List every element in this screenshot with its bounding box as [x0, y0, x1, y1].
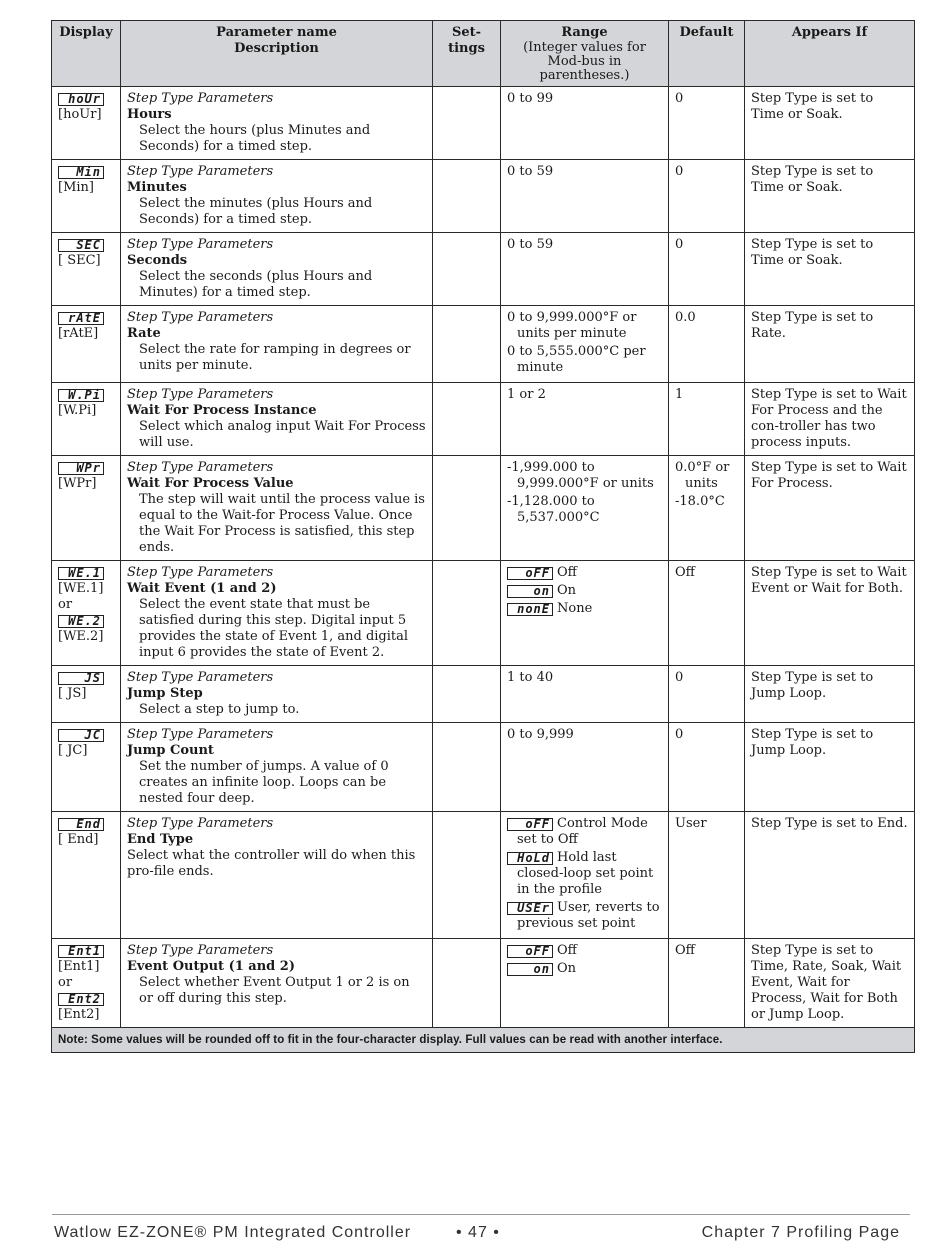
or-label: or: [58, 975, 73, 990]
parameter-description: Select a step to jump to.: [139, 702, 300, 717]
parameter-name: Jump Step: [127, 686, 203, 701]
range-option: [507, 816, 662, 848]
appears-if-cell: Step Type is set to Wait Event or Wait for Both.: [745, 561, 915, 666]
display-cell: [52, 233, 121, 306]
settings-cell: [433, 87, 501, 160]
parameter-description: Select which analog input Wait For Process will use.: [139, 419, 426, 450]
parameter-cell: [121, 306, 433, 383]
range-value: -1,128.000 to 5,537.000°C: [507, 494, 600, 525]
parameter-category: Step Type Parameters: [127, 565, 274, 580]
default-cell: [669, 456, 745, 561]
parameter-category: Step Type Parameters: [127, 387, 274, 402]
default-cell: [669, 306, 745, 383]
option-label: On: [557, 583, 577, 598]
modbus-code: [ JS]: [58, 686, 87, 701]
display-cell: [52, 383, 121, 456]
range-option: [507, 850, 662, 898]
range-value: -1,999.000 to 9,999.000°F or units: [507, 460, 654, 491]
lcd-display: hoUr: [58, 93, 104, 106]
parameter-cell: [121, 233, 433, 306]
header-settings: Set- tings: [433, 21, 501, 87]
parameter-description: Set the number of jumps. A value of 0 creates an infinite loop. Loops can be nested four deep.: [139, 759, 389, 806]
lcd-display: rAtE: [58, 312, 104, 325]
display-cell: [52, 306, 121, 383]
default-cell: [669, 87, 745, 160]
option-label: Off: [557, 943, 577, 958]
settings-cell: [433, 561, 501, 666]
default-cell: [669, 939, 745, 1028]
default-cell: [669, 383, 745, 456]
settings-cell: [433, 383, 501, 456]
default-cell: [669, 723, 745, 812]
table-row: [52, 723, 915, 812]
table-row: [52, 87, 915, 160]
default-value: User: [675, 816, 707, 831]
parameter-description: Select what the controller will do when this pro-file ends.: [127, 848, 416, 879]
parameter-cell: [121, 939, 433, 1028]
default-value: Off: [675, 943, 695, 958]
range-cell: [501, 939, 669, 1028]
display-cell: [52, 456, 121, 561]
range-value: 0 to 9,999: [507, 727, 574, 742]
parameter-description: Select whether Event Output 1 or 2 is on or off during this step.: [139, 975, 410, 1006]
range-cell: [501, 160, 669, 233]
table-row: [52, 939, 915, 1028]
parameter-cell: [121, 160, 433, 233]
parameter-description: Select the event state that must be satisfied during this step. Digital input 5 provides the state of Event 1, and digital input 6 provides the state of Event 2.: [139, 597, 409, 660]
footer-page-number: • 47 •: [456, 1224, 500, 1241]
default-value: 0.0: [675, 310, 696, 325]
default-cell: [669, 160, 745, 233]
modbus-code: [WPr]: [58, 476, 97, 491]
parameter-name: Wait For Process Value: [127, 476, 294, 491]
parameter-cell: [121, 561, 433, 666]
table-row: [52, 383, 915, 456]
modbus-code: [rAtE]: [58, 326, 99, 341]
table-row: [52, 561, 915, 666]
header-parameter: Parameter name Description: [121, 21, 433, 87]
table-row: [52, 233, 915, 306]
appears-if-cell: Step Type is set to Time or Soak.: [745, 233, 915, 306]
parameter-category: Step Type Parameters: [127, 310, 274, 325]
range-cell: [501, 87, 669, 160]
display-cell: [52, 561, 121, 666]
table-note: Note: Some values will be rounded off to fit in the four-character display. Full values can be read with another interface.: [52, 1028, 915, 1053]
appears-if-cell: Step Type is set to Jump Loop.: [745, 723, 915, 812]
parameter-cell: [121, 723, 433, 812]
range-option: [507, 565, 662, 581]
range-value: 0 to 59: [507, 237, 554, 252]
option-label: User, reverts to previous set point: [517, 900, 660, 931]
range-option: [507, 961, 662, 977]
lcd-option: nonE: [507, 603, 553, 616]
parameter-category: Step Type Parameters: [127, 727, 274, 742]
display-cell: [52, 160, 121, 233]
settings-cell: [433, 233, 501, 306]
header-default: Default: [669, 21, 745, 87]
table-header-row: [52, 21, 915, 87]
footer-rule: [52, 1214, 910, 1215]
lcd-option: oFF: [507, 567, 553, 580]
lcd-option: on: [507, 585, 553, 598]
table-row: [52, 812, 915, 939]
range-cell: [501, 723, 669, 812]
table-row: [52, 160, 915, 233]
appears-if-cell: Step Type is set to Time or Soak.: [745, 87, 915, 160]
modbus-code: [hoUr]: [58, 107, 102, 122]
default-cell: [669, 561, 745, 666]
table-row: [52, 666, 915, 723]
default-cell: [669, 666, 745, 723]
parameter-name: Rate: [127, 326, 161, 341]
lcd-display: Ent2: [58, 993, 104, 1006]
settings-cell: [433, 723, 501, 812]
footer-chapter-title: Chapter 7 Profiling Page: [701, 1224, 900, 1241]
display-cell: [52, 939, 121, 1028]
parameter-name: Wait For Process Instance: [127, 403, 317, 418]
parameter-name: End Type: [127, 832, 194, 847]
header-appears-if: Appears If: [745, 21, 915, 87]
default-value: 0: [675, 237, 684, 252]
modbus-code: [WE.1]: [58, 581, 104, 596]
lcd-option: USEr: [507, 902, 553, 915]
range-value: 0 to 99: [507, 91, 554, 106]
modbus-code: [Min]: [58, 180, 94, 195]
appears-if-cell: Step Type is set to Rate.: [745, 306, 915, 383]
modbus-code: [Ent1]: [58, 959, 100, 974]
parameter-table: [51, 20, 915, 1053]
range-option: [507, 583, 662, 599]
lcd-display: WPr: [58, 462, 104, 475]
option-label: On: [557, 961, 577, 976]
parameter-description: Select the rate for ramping in degrees or units per minute.: [139, 342, 411, 373]
parameter-category: Step Type Parameters: [127, 164, 274, 179]
parameter-cell: [121, 456, 433, 561]
parameter-category: Step Type Parameters: [127, 91, 274, 106]
option-label: Control Mode set to Off: [517, 816, 648, 847]
display-cell: [52, 723, 121, 812]
parameter-cell: [121, 87, 433, 160]
table-note-row: [52, 1028, 915, 1053]
range-cell: [501, 812, 669, 939]
parameter-cell: [121, 383, 433, 456]
parameter-category: Step Type Parameters: [127, 237, 274, 252]
lcd-display: Ent1: [58, 945, 104, 958]
range-cell: [501, 233, 669, 306]
range-value: 1 to 40: [507, 670, 554, 685]
table-row: [52, 306, 915, 383]
range-option: [507, 601, 662, 617]
range-value: 1 or 2: [507, 387, 546, 402]
lcd-display: WE.1: [58, 567, 104, 580]
parameter-description: Select the minutes (plus Hours and Seconds) for a timed step.: [139, 196, 373, 227]
parameter-cell: [121, 812, 433, 939]
settings-cell: [433, 456, 501, 561]
modbus-code: [WE.2]: [58, 629, 104, 644]
parameter-name: Wait Event (1 and 2): [127, 581, 277, 596]
parameter-description: Select the seconds (plus Hours and Minutes) for a timed step.: [139, 269, 373, 300]
lcd-display: JS: [58, 672, 104, 685]
default-cell: [669, 233, 745, 306]
option-label: Off: [557, 565, 577, 580]
range-option: [507, 900, 662, 932]
or-label: or: [58, 597, 73, 612]
parameter-category: Step Type Parameters: [127, 670, 274, 685]
modbus-code: [W.Pi]: [58, 403, 97, 418]
table-row: [52, 456, 915, 561]
footer-product-title: Watlow EZ-ZONE® PM Integrated Controller: [54, 1224, 412, 1241]
parameter-name: Minutes: [127, 180, 187, 195]
lcd-display: W.Pi: [58, 389, 104, 402]
display-cell: [52, 87, 121, 160]
display-cell: [52, 666, 121, 723]
range-value: 0 to 5,555.000°C per minute: [507, 344, 646, 375]
lcd-display: Min: [58, 166, 104, 179]
modbus-code: [ SEC]: [58, 253, 101, 268]
parameter-name: Hours: [127, 107, 172, 122]
lcd-option: HoLd: [507, 852, 553, 865]
display-cell: [52, 812, 121, 939]
settings-cell: [433, 306, 501, 383]
appears-if-cell: Step Type is set to Wait For Process and the con-troller has two process inputs.: [745, 383, 915, 456]
settings-cell: [433, 812, 501, 939]
default-value: 1: [675, 387, 684, 402]
parameter-description: The step will wait until the process value is equal to the Wait-for Process Value. Once the Wait For Process is satisfied, this step ends.: [139, 492, 425, 555]
modbus-code: [Ent2]: [58, 1007, 100, 1022]
lcd-display: End: [58, 818, 104, 831]
default-value: 0: [675, 164, 684, 179]
default-value: -18.0°C: [675, 494, 725, 509]
header-display: Display: [52, 21, 121, 87]
parameter-cell: [121, 666, 433, 723]
lcd-option: oFF: [507, 945, 553, 958]
default-value: 0.0°F or units: [675, 460, 730, 491]
appears-if-cell: Step Type is set to Jump Loop.: [745, 666, 915, 723]
table-body: [52, 87, 915, 1028]
appears-if-cell: Step Type is set to Time, Rate, Soak, Wait Event, Wait for Process, Wait for Both or Jump Loop.: [745, 939, 915, 1028]
default-value: 0: [675, 727, 684, 742]
parameter-description: Select the hours (plus Minutes and Seconds) for a timed step.: [139, 123, 371, 154]
lcd-display: SEC: [58, 239, 104, 252]
parameter-category: Step Type Parameters: [127, 943, 274, 958]
appears-if-cell: Step Type is set to Time or Soak.: [745, 160, 915, 233]
option-label: Hold last closed-loop set point in the profile: [517, 850, 654, 897]
lcd-option: oFF: [507, 818, 553, 831]
range-cell: [501, 456, 669, 561]
lcd-option: on: [507, 963, 553, 976]
appears-if-cell: Step Type is set to Wait For Process.: [745, 456, 915, 561]
parameter-category: Step Type Parameters: [127, 460, 274, 475]
parameter-name: Seconds: [127, 253, 188, 268]
default-cell: [669, 812, 745, 939]
settings-cell: [433, 666, 501, 723]
default-value: 0: [675, 91, 684, 106]
lcd-display: JC: [58, 729, 104, 742]
range-cell: [501, 561, 669, 666]
range-cell: [501, 666, 669, 723]
default-value: Off: [675, 565, 695, 580]
settings-cell: [433, 160, 501, 233]
default-value: 0: [675, 670, 684, 685]
appears-if-cell: Step Type is set to End.: [745, 812, 915, 939]
range-cell: [501, 306, 669, 383]
range-value: 0 to 9,999.000°F or units per minute: [507, 310, 637, 341]
parameter-name: Event Output (1 and 2): [127, 959, 295, 974]
range-option: [507, 943, 662, 959]
modbus-code: [ End]: [58, 832, 99, 847]
settings-cell: [433, 939, 501, 1028]
modbus-code: [ JC]: [58, 743, 88, 758]
lcd-display: WE.2: [58, 615, 104, 628]
header-range: Range (Integer values for Mod-bus in parentheses.): [501, 21, 669, 87]
option-label: None: [557, 601, 593, 616]
range-cell: [501, 383, 669, 456]
range-value: 0 to 59: [507, 164, 554, 179]
parameter-name: Jump Count: [127, 743, 214, 758]
parameter-category: Step Type Parameters: [127, 816, 274, 831]
